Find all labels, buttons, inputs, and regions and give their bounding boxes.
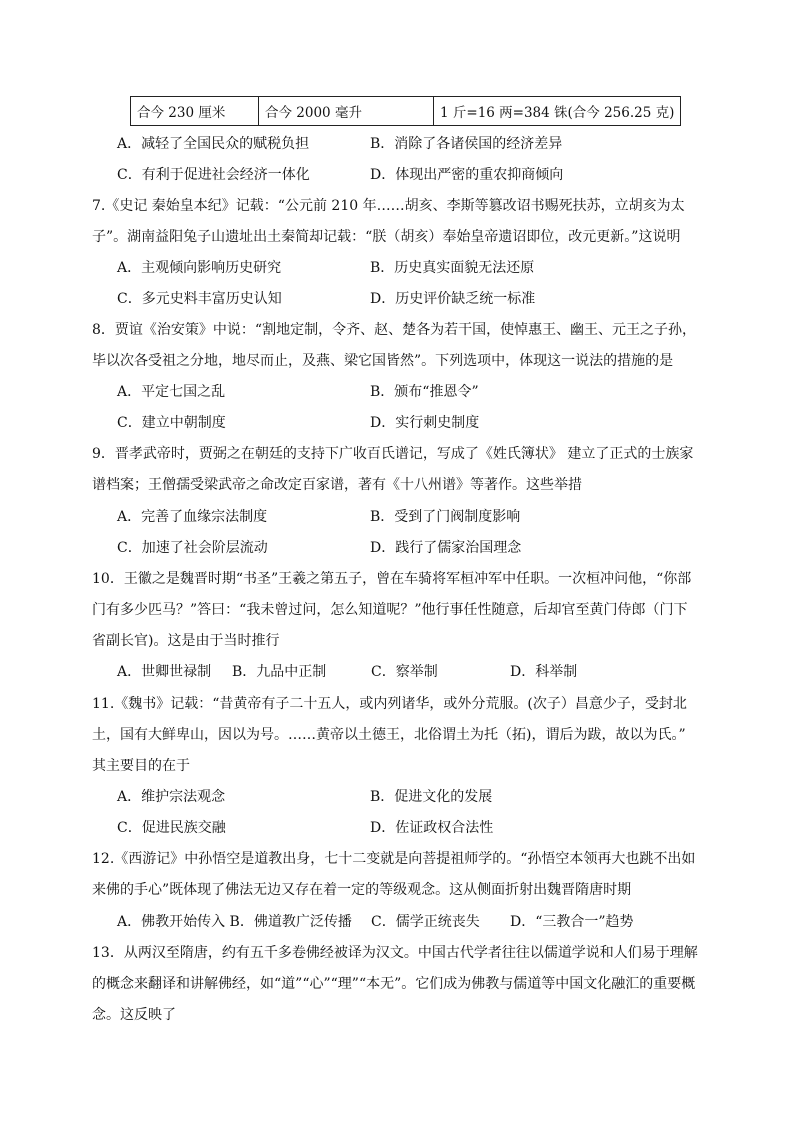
q11-stem-line: 其主要目的在于 xyxy=(92,758,190,774)
q7-option-a: A．主观倾向影响历史研究 xyxy=(117,260,282,276)
q12-option-d: D．“三教合一”趋势 xyxy=(510,914,634,930)
measurement-units-table xyxy=(130,96,681,126)
q12-option-ab: A．佛教开始传入 B．佛道教广泛传播 xyxy=(117,914,352,930)
q9-option-b: B．受到了门阀制度影响 xyxy=(370,509,521,525)
q8-option-d: D．实行刺史制度 xyxy=(370,415,480,431)
table-cell: 合今 2000 毫升 xyxy=(259,97,434,126)
q12-option-c: C．儒学正统丧失 xyxy=(371,914,480,930)
q11-stem-line: 土，国有大鲜卑山，因以为号。……黄帝以土德王，北俗谓土为托（拓)，谓后为跋，故以为氏。” xyxy=(92,727,686,743)
q9-stem-line: 9．晋孝武帝时，贾弼之在朝廷的支持下广收百氏谱记，写成了《姓氏簿状》 建立了正式的士族家 xyxy=(92,446,694,462)
q8-option-b: B．颁布“推恩令” xyxy=(370,384,479,400)
q12-stem-line: 来佛的手心”既体现了佛法无边又存在着一定的等级观念。这从侧面折射出魏晋隋唐时期 xyxy=(92,882,632,898)
q8-stem-line: 毕以次各受祖之分地，地尽而止，及燕、梁它国皆然”。下列选项中，体现这一说法的措施的是 xyxy=(92,353,674,369)
q10-stem-line: 10．王徽之是魏晋时期“书圣”王羲之第五子，曾在车骑将军桓冲军中任职。一次桓冲问他，“你部 xyxy=(92,571,692,587)
q9-option-c: C．加速了社会阶层流动 xyxy=(117,540,268,556)
q6-option-b: B．消除了各诸侯国的经济差异 xyxy=(370,136,563,152)
q11-option-d: D．佐证政权合法性 xyxy=(370,820,494,836)
table-row xyxy=(131,97,681,126)
q10-stem-line: 门有多少匹马？”答曰：“我未曾过问，怎么知道呢？”他行事任性随意，后却官至黄门侍郎（门下 xyxy=(92,602,688,618)
q9-option-a: A．完善了血缘宗法制度 xyxy=(117,509,268,525)
q10-option-c: C．察举制 xyxy=(371,664,438,680)
table-cell: 合今 230 厘米 xyxy=(131,97,259,126)
q10-option-a: A．世卿世禄制 xyxy=(117,664,212,680)
q6-option-a: A．减轻了全国民众的赋税负担 xyxy=(117,136,310,152)
q11-stem-line: 11.《魏书》记载：“昔黄帝有子二十五人，或内列诸华，或外分荒服。(次子）昌意少子，受封北 xyxy=(92,696,687,712)
q11-option-c: C．促进民族交融 xyxy=(117,820,226,836)
q7-stem-line: 子”。湖南益阳兔子山遗址出土秦简却记载：“朕（胡亥）奉始皇帝遗诏即位，改元更新。”这说明 xyxy=(92,229,681,245)
q11-option-b: B．促进文化的发展 xyxy=(370,789,493,805)
q10-option-b: B．九品中正制 xyxy=(232,664,327,680)
q6-option-c: C．有利于促进社会经济一体化 xyxy=(117,167,310,183)
q8-option-c: C．建立中朝制度 xyxy=(117,415,226,431)
q13-stem-line: 的概念来翻译和讲解佛经，如“道”“心”“理”“本无”。它们成为佛教与儒道等中国文化融汇的重要概 xyxy=(92,976,696,992)
q10-stem-line: 省副长官)。这是由于当时推行 xyxy=(92,633,280,649)
q9-stem-line: 谱档案；王僧孺受梁武帝之命改定百家谱，著有《十八州谱》等著作。这些举措 xyxy=(92,477,582,493)
q13-stem-line: 念。这反映了 xyxy=(92,1007,176,1023)
q11-option-a: A．维护宗法观念 xyxy=(117,789,226,805)
q12-stem-line: 12.《西游记》中孙悟空是道教出身，七十二变就是向菩提祖师学的。“孙悟空本领再大也跳不出如 xyxy=(92,851,696,867)
q8-stem-line: 8．贾谊《治安策》中说：“割地定制，令齐、赵、楚各为若干国，使悼惠王、幽王、元王之子孙， xyxy=(92,322,697,338)
table-cell: 1 斤=16 两=384 铢(合今 256.25 克) xyxy=(434,97,681,126)
q7-option-b: B．历史真实面貌无法还原 xyxy=(370,260,535,276)
q6-option-d: D．体现出严密的重农抑商倾向 xyxy=(370,167,564,183)
q7-option-d: D．历史评价缺乏统一标准 xyxy=(370,291,536,307)
q10-option-d: D．科举制 xyxy=(510,664,578,680)
q13-stem-line: 13．从两汉至隋唐，约有五千多卷佛经被译为汉文。中国古代学者往往以儒道学说和人们易于理解 xyxy=(92,945,698,961)
q8-option-a: A．平定七国之乱 xyxy=(117,384,226,400)
q7-option-c: C．多元史料丰富历史认知 xyxy=(117,291,282,307)
q9-option-d: D．践行了儒家治国理念 xyxy=(370,540,522,556)
q7-stem-line: 7.《史记 秦始皇本纪》记载：“公元前 210 年……胡亥、李斯等篡改诏书赐死扶苏，立胡亥为太 xyxy=(92,198,685,214)
